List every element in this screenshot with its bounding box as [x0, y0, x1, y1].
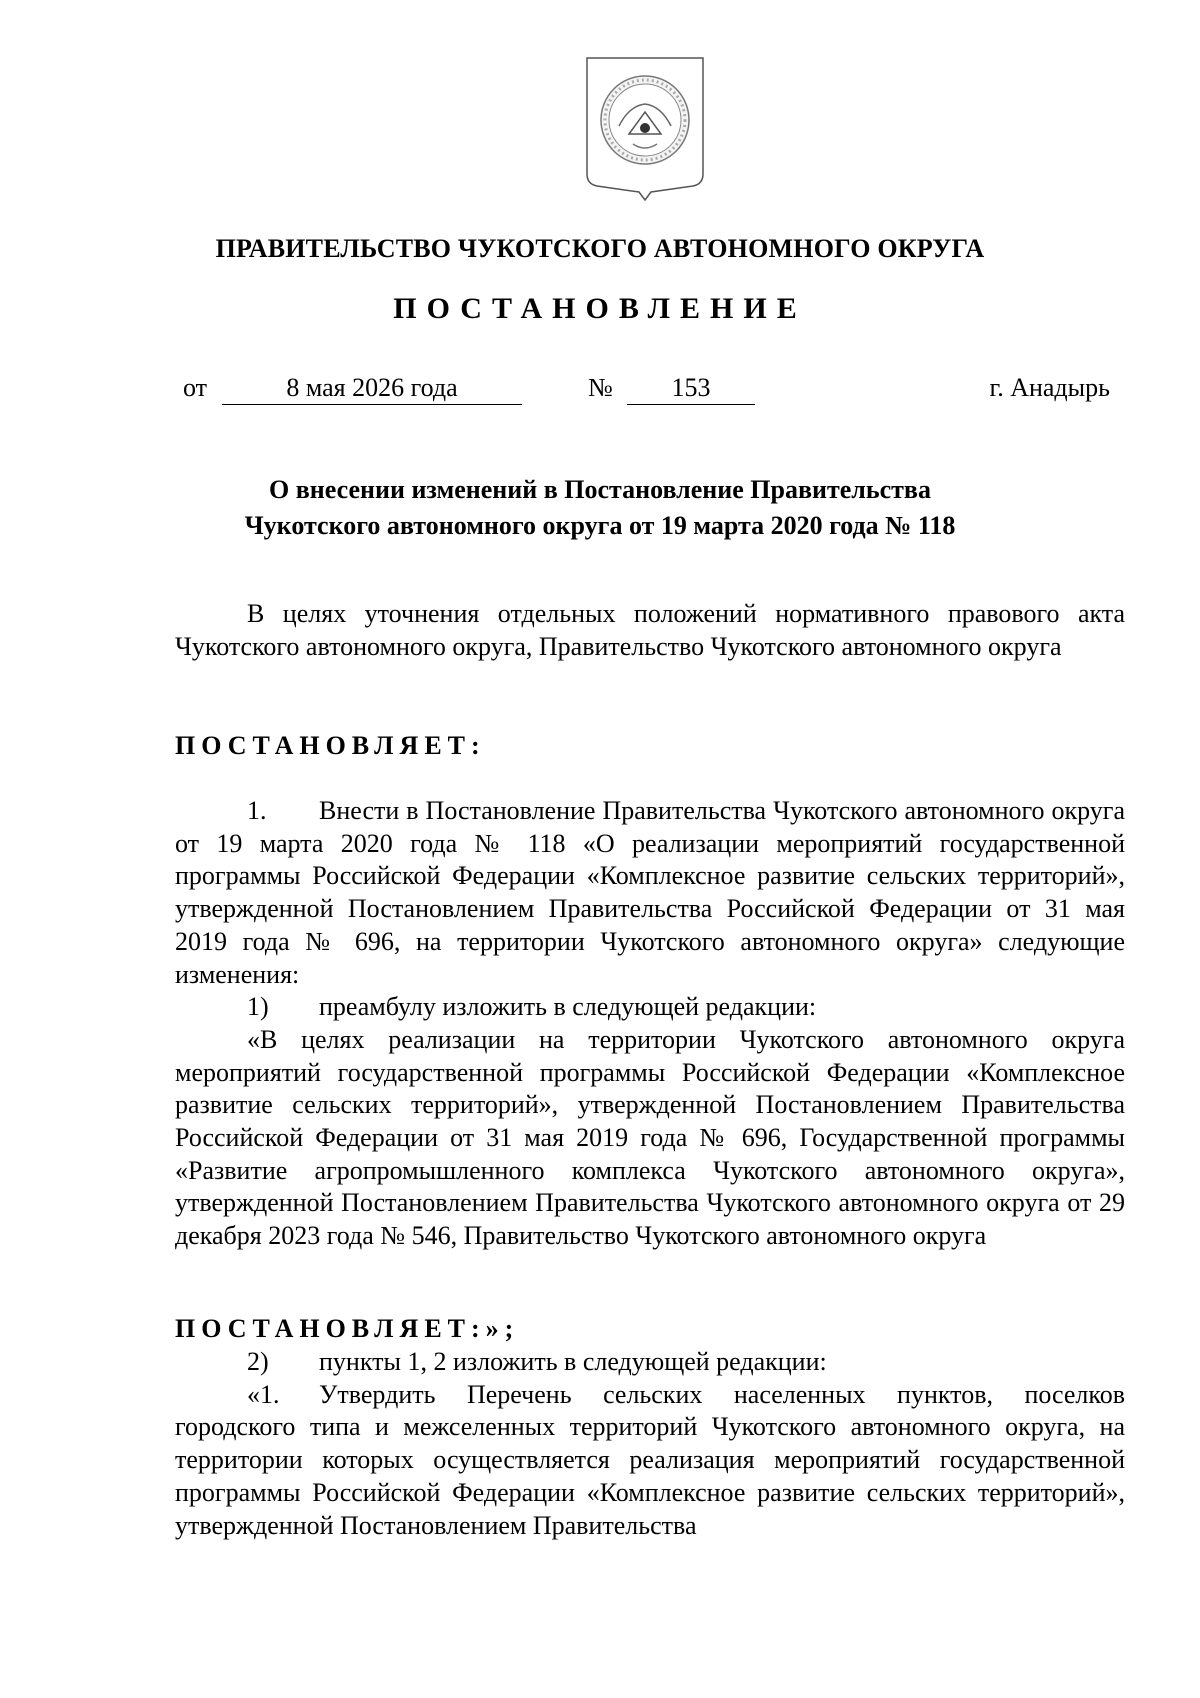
sub-item-1	[175, 991, 1125, 1024]
body-items-continued	[175, 1346, 1125, 1542]
document-date: 8 мая 2026 года	[286, 373, 458, 402]
document-city: г. Анадырь	[989, 373, 1110, 402]
quote-item-1-number: «1.	[247, 1379, 280, 1409]
subject-line-1: О внесении изменений в Постановление Правительства	[269, 475, 931, 504]
subject-line-2: Чукотского автономного округа от 19 марта 2020 года № 118	[244, 511, 956, 540]
decree-heading-quoted: ПОСТАНОВЛЯЕТ:»;	[175, 1314, 520, 1343]
date-prefix: от	[183, 373, 208, 402]
preamble-text: В целях уточнения отдельных положений нормативного правового акта Чукотского автономного округа, Правительство Чукотского автономного округа	[175, 599, 1125, 661]
decree-heading: ПОСТАНОВЛЯЕТ:	[175, 731, 486, 760]
coat-of-arms-emblem	[585, 56, 705, 202]
sub-item-1-text: преамбулу изложить в следующей редакции:	[319, 992, 817, 1022]
document-number: 153	[671, 373, 711, 402]
sub-item-2-text: пункты 1, 2 изложить в следующей редакции:	[319, 1347, 827, 1376]
document-subject	[0, 472, 1200, 544]
organization-title: ПРАВИТЕЛЬСТВО ЧУКОТСКОГО АВТОНОМНОГО ОКРУГА	[215, 234, 985, 263]
document-type-title: ПОСТАНОВЛЕНИЕ	[393, 292, 807, 325]
item-1-number: 1.	[247, 796, 267, 825]
item-1-text: Внести в Постановление Правительства Чукотского автономного округа от 19 марта 2020 года № 118 «О реализации мероприятий государственной программы Российской Федерации «Комплексное развитие сельских территорий», утвержденной Постановлением Правительства Российской Федерации от 31 мая 2019 года № 696, на территории Чукотского автономного округа» следующие изменения:	[175, 796, 1125, 989]
sub-item-2	[175, 1346, 1125, 1379]
body-items	[175, 795, 1125, 1253]
quote-preamble: «В целях реализации на территории Чукотского автономного округа мероприятий государственной программы Российской Федерации «Комплексное развитие сельских территорий», утвержденной Постановлением Правительства Российской Федерации от 31 мая 2019 года № 696, Государственной программы «Развитие агропромышленного комплекса Чукотского автономного округа», утвержденной Постановлением Правительства Чукотского автономного округа от 29 декабря 2023 года № 546, Правительство Чукотского автономного округа	[175, 1024, 1125, 1251]
sub-item-1-number: 1)	[247, 992, 269, 1022]
number-prefix: №	[588, 373, 613, 402]
sub-item-2-number: 2)	[247, 1347, 269, 1376]
quote-item-1-text: Утвердить Перечень сельских населенных пунктов, поселков городского типа и межселенных территорий Чукотского автономного округа, на территории которых осуществляется реализация мероприятий государственной программы Российской Федерации «Комплексное развитие сельских территорий», утвержденной Постановлением Правительства	[175, 1379, 1125, 1540]
preamble-paragraph	[175, 598, 1125, 663]
